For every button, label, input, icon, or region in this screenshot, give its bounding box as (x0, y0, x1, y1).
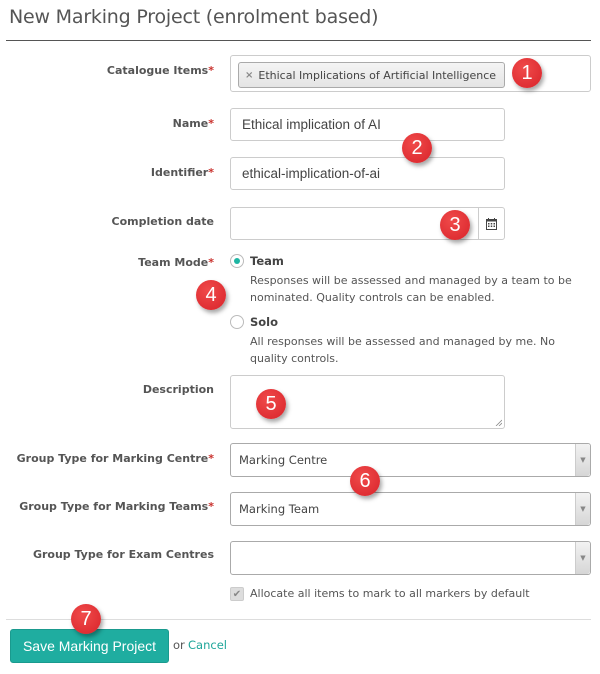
select-value: Marking Centre (239, 453, 328, 467)
marking-teams-group-select[interactable] (230, 492, 591, 526)
annotation-badge-6: 6 (350, 466, 380, 496)
annotation-badge-1: 1 (512, 58, 542, 88)
remove-tag-icon[interactable]: × (245, 69, 254, 81)
description-label: Description (142, 383, 214, 396)
allocate-all-label: Allocate all items to mark to all markers by default (250, 587, 530, 600)
title-divider (6, 40, 591, 41)
exam-centres-group-select[interactable] (230, 541, 591, 575)
tag-label: Ethical Implications of Artificial Intelligence (258, 68, 497, 82)
name-field[interactable]: Ethical implication of AI (230, 108, 505, 141)
annotation-badge-2: 2 (402, 133, 432, 163)
marking-centre-group-select[interactable] (230, 443, 591, 477)
annotation-badge-7: 7 (71, 604, 101, 634)
chevron-down-icon[interactable]: ▼ (575, 493, 590, 525)
annotation-badge-3: 3 (440, 210, 470, 240)
team-mode-solo-radio[interactable] (230, 315, 244, 329)
identifier-label: Identifier* (150, 166, 214, 179)
exam-centres-group-label: Group Type for Exam Centres (32, 548, 214, 561)
cancel-link[interactable]: Cancel (188, 638, 227, 652)
team-option-description: Responses will be assessed and managed by a team to be nominated. Quality controls can be enabled. (250, 274, 572, 304)
date-picker-button[interactable] (478, 208, 504, 239)
annotation-badge-5: 5 (256, 389, 286, 419)
page-title: New Marking Project (enrolment based) (9, 6, 379, 28)
catalogue-item-tag (238, 62, 505, 88)
name-label: Name* (172, 117, 214, 130)
team-option-label: Team (250, 254, 284, 268)
or-text: or (173, 638, 185, 652)
chevron-down-icon[interactable]: ▼ (575, 542, 590, 574)
annotation-badge-4: 4 (196, 280, 226, 310)
solo-option-label: Solo (250, 315, 279, 329)
chevron-down-icon[interactable]: ▼ (575, 444, 590, 476)
completion-date-label: Completion date (111, 215, 214, 228)
save-marking-project-button[interactable]: Save Marking Project (10, 629, 169, 663)
team-mode-label: Team Mode* (138, 256, 214, 269)
marking-centre-group-label: Group Type for Marking Centre* (16, 452, 214, 465)
marking-teams-group-label: Group Type for Marking Teams* (19, 500, 214, 513)
catalogue-items-label: Catalogue Items* (106, 64, 214, 77)
resize-handle-icon[interactable] (495, 419, 502, 426)
select-value: Marking Team (239, 502, 320, 516)
allocate-all-checkbox[interactable]: ✔ (230, 587, 244, 601)
team-mode-team-radio[interactable] (230, 254, 244, 268)
calendar-icon (486, 218, 497, 230)
identifier-field[interactable]: ethical-implication-of-ai (230, 157, 505, 190)
solo-option-description: All responses will be assessed and managed by me. No quality controls. (250, 335, 555, 365)
